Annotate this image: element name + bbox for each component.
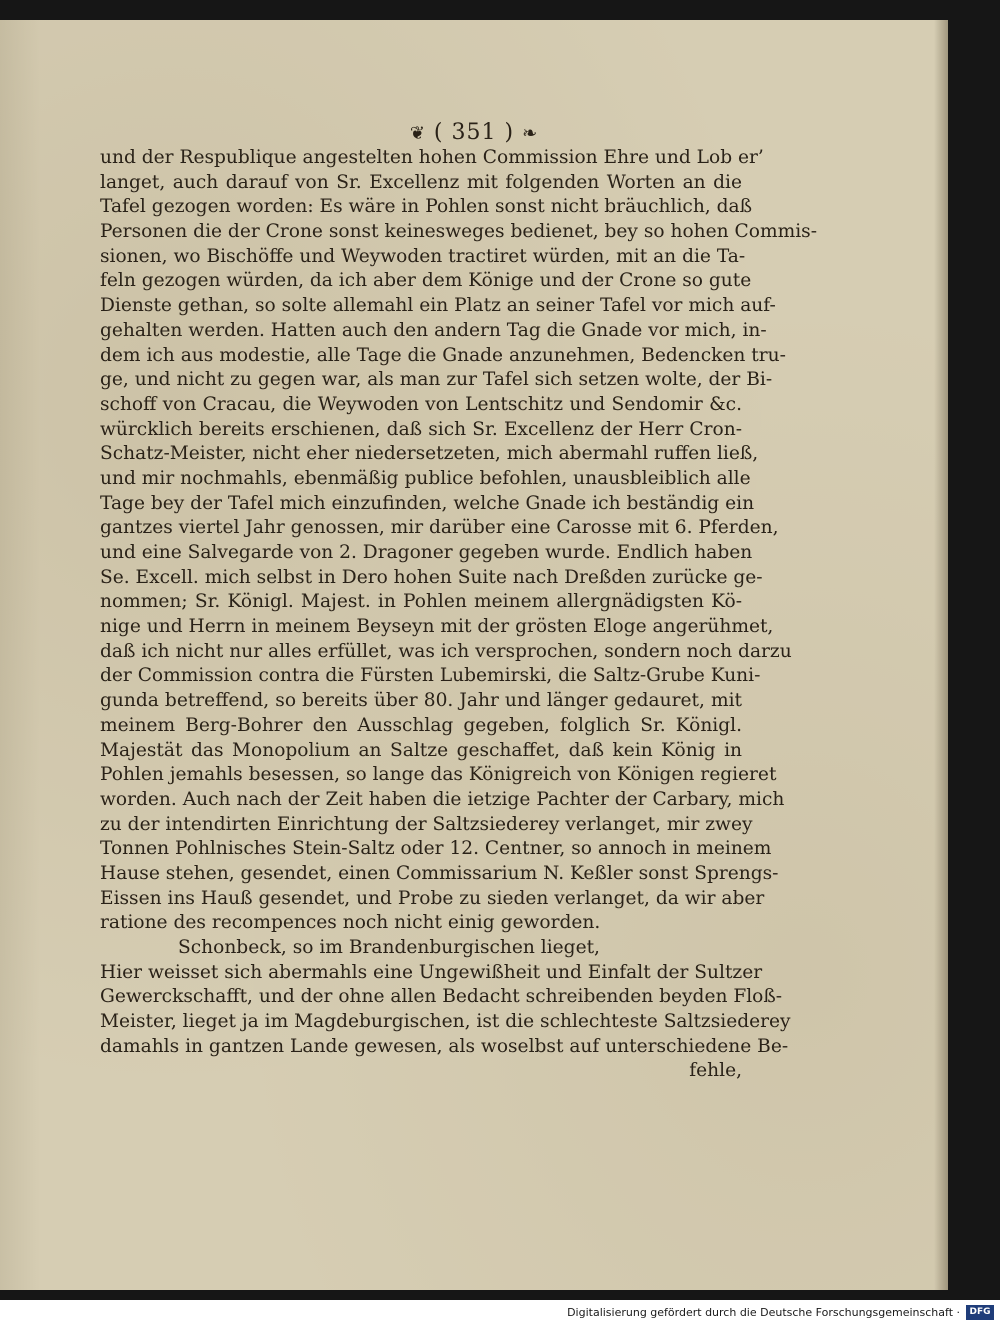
text-line: gantzes viertel Jahr genossen, mir darüber eine Carosse mit 6. Pferden, [100,517,779,539]
text-line: langet, auch darauf von Sr. Excellenz mit folgenden Worten an die [100,171,742,193]
text-line: nige und Herrn in meinem Beyseyn mit der grösten Eloge angerühmet, [100,616,774,638]
text-line: ge, und nicht zu gegen war, als man zur Tafel sich setzen wolte, der Bi- [100,369,773,391]
footer-bar [0,1300,1000,1326]
page-number: ( 351 ) [433,120,515,145]
text-line: zu der intendirten Einrichtung der Saltzsiederey verlanget, mir zwey [100,813,753,835]
section-heading: Schonbeck, so im Brandenburgischen lieget, [178,937,600,958]
text-line: worden. Auch nach der Zeit haben die ietzige Pachter der Carbary, mich [100,788,785,810]
text-line: daß ich nicht nur alles erfüllet, was ich versprochen, sondern noch darzu [100,640,792,662]
text-line: Dienste gethan, so solte allemahl ein Platz an seiner Tafel vor mich auf- [100,295,776,317]
text-line: Se. Excell. mich selbst in Dero hohen Suite nach Dreßden zurücke ge- [100,566,763,588]
text-line: ratione des recompences noch nicht einig geworden. [100,912,601,934]
body-text [100,146,817,1084]
ornament-left-icon: ❦ [409,123,426,144]
text-line: Tonnen Pohlnisches Stein-Saltz oder 12. Centner, so annoch in meinem [100,838,772,860]
text-line: und der Respublique angestelten hohen Commission Ehre und Lob er’ [100,147,764,168]
text-line: und eine Salvegarde von 2. Dragoner gegeben wurde. Endlich haben [100,542,753,563]
text-line: damahls in gantzen Lande gewesen, als woselbst auf unterschiedene Be- [100,1035,789,1057]
text-line: der Commission contra die Fürsten Lubemirski, die Saltz-Grube Kuni- [100,665,761,687]
text-line: Schatz-Meister, nicht eher niedersetzeten, mich abermahl ruffen ließ, [100,443,759,465]
catchword: fehle, [689,1060,742,1082]
text-line: Majestät das Monopolium an Saltze geschaffet, daß kein König in [100,739,742,761]
text-line: dem ich aus modestie, alle Tage die Gnade anzunehmen, Bedencken tru- [100,344,786,366]
text-line: schoff von Cracau, die Weywoden von Lentschitz und Sendomir &c. [100,393,742,415]
running-head [0,120,948,145]
text-line: gunda betreffend, so bereits über 80. Jahr und länger gedauret, mit [100,690,742,712]
text-line: sionen, wo Bischöffe und Weywoden tractiret würden, mit an die Ta- [100,245,746,267]
text-line: Gewerckschafft, und der ohne allen Bedacht schreibenden beyden Floß- [100,986,783,1008]
text-line: gehalten werden. Hatten auch den andern Tag die Gnade vor mich, in- [100,319,767,341]
dfg-logo: DFG [966,1305,994,1320]
text-line: würcklich bereits erschienen, daß sich Sr. Excellenz der Herr Cron- [100,418,742,440]
text-line: und mir nochmahls, ebenmäßig publice befohlen, unausbleiblich alle [100,467,751,489]
text-line: meinem Berg-Bohrer den Ausschlag gegeben, folglich Sr. Königl. [100,714,742,736]
text-line: Pohlen jemahls besessen, so lange das Königreich von Königen regieret [100,764,777,786]
text-line: Personen die der Crone sonst keinesweges bedienet, bey so hohen Commis- [100,221,817,243]
text-line: feln gezogen würden, da ich aber dem Könige und der Crone so gute [100,270,752,292]
text-line: Tage bey der Tafel mich einzufinden, welche Gnade ich beständig ein [100,492,755,514]
page-edge-shadow [934,20,948,1290]
text-line: Tafel gezogen worden: Es wäre in Pohlen sonst nicht bräuchlich, daß [100,196,753,218]
funding-credit: Digitalisierung gefördert durch die Deutsche Forschungsgemeinschaft · [567,1306,960,1319]
text-line: nommen; Sr. Königl. Majest. in Pohlen meinem allergnädigsten Kö- [100,591,742,613]
text-line: Hause stehen, gesendet, einen Commissarium N. Keßler sonst Sprengs- [100,862,779,884]
ornament-right-icon: ❧ [522,123,539,144]
text-line: Meister, lieget ja im Magdeburgischen, ist die schlechteste Saltzsiederey [100,1011,791,1033]
text-line: Hier weisset sich abermahls eine Ungewißheit und Einfalt der Sultzer [100,961,763,983]
text-line: Eissen ins Hauß gesendet, und Probe zu sieden verlanget, da wir aber [100,887,765,909]
